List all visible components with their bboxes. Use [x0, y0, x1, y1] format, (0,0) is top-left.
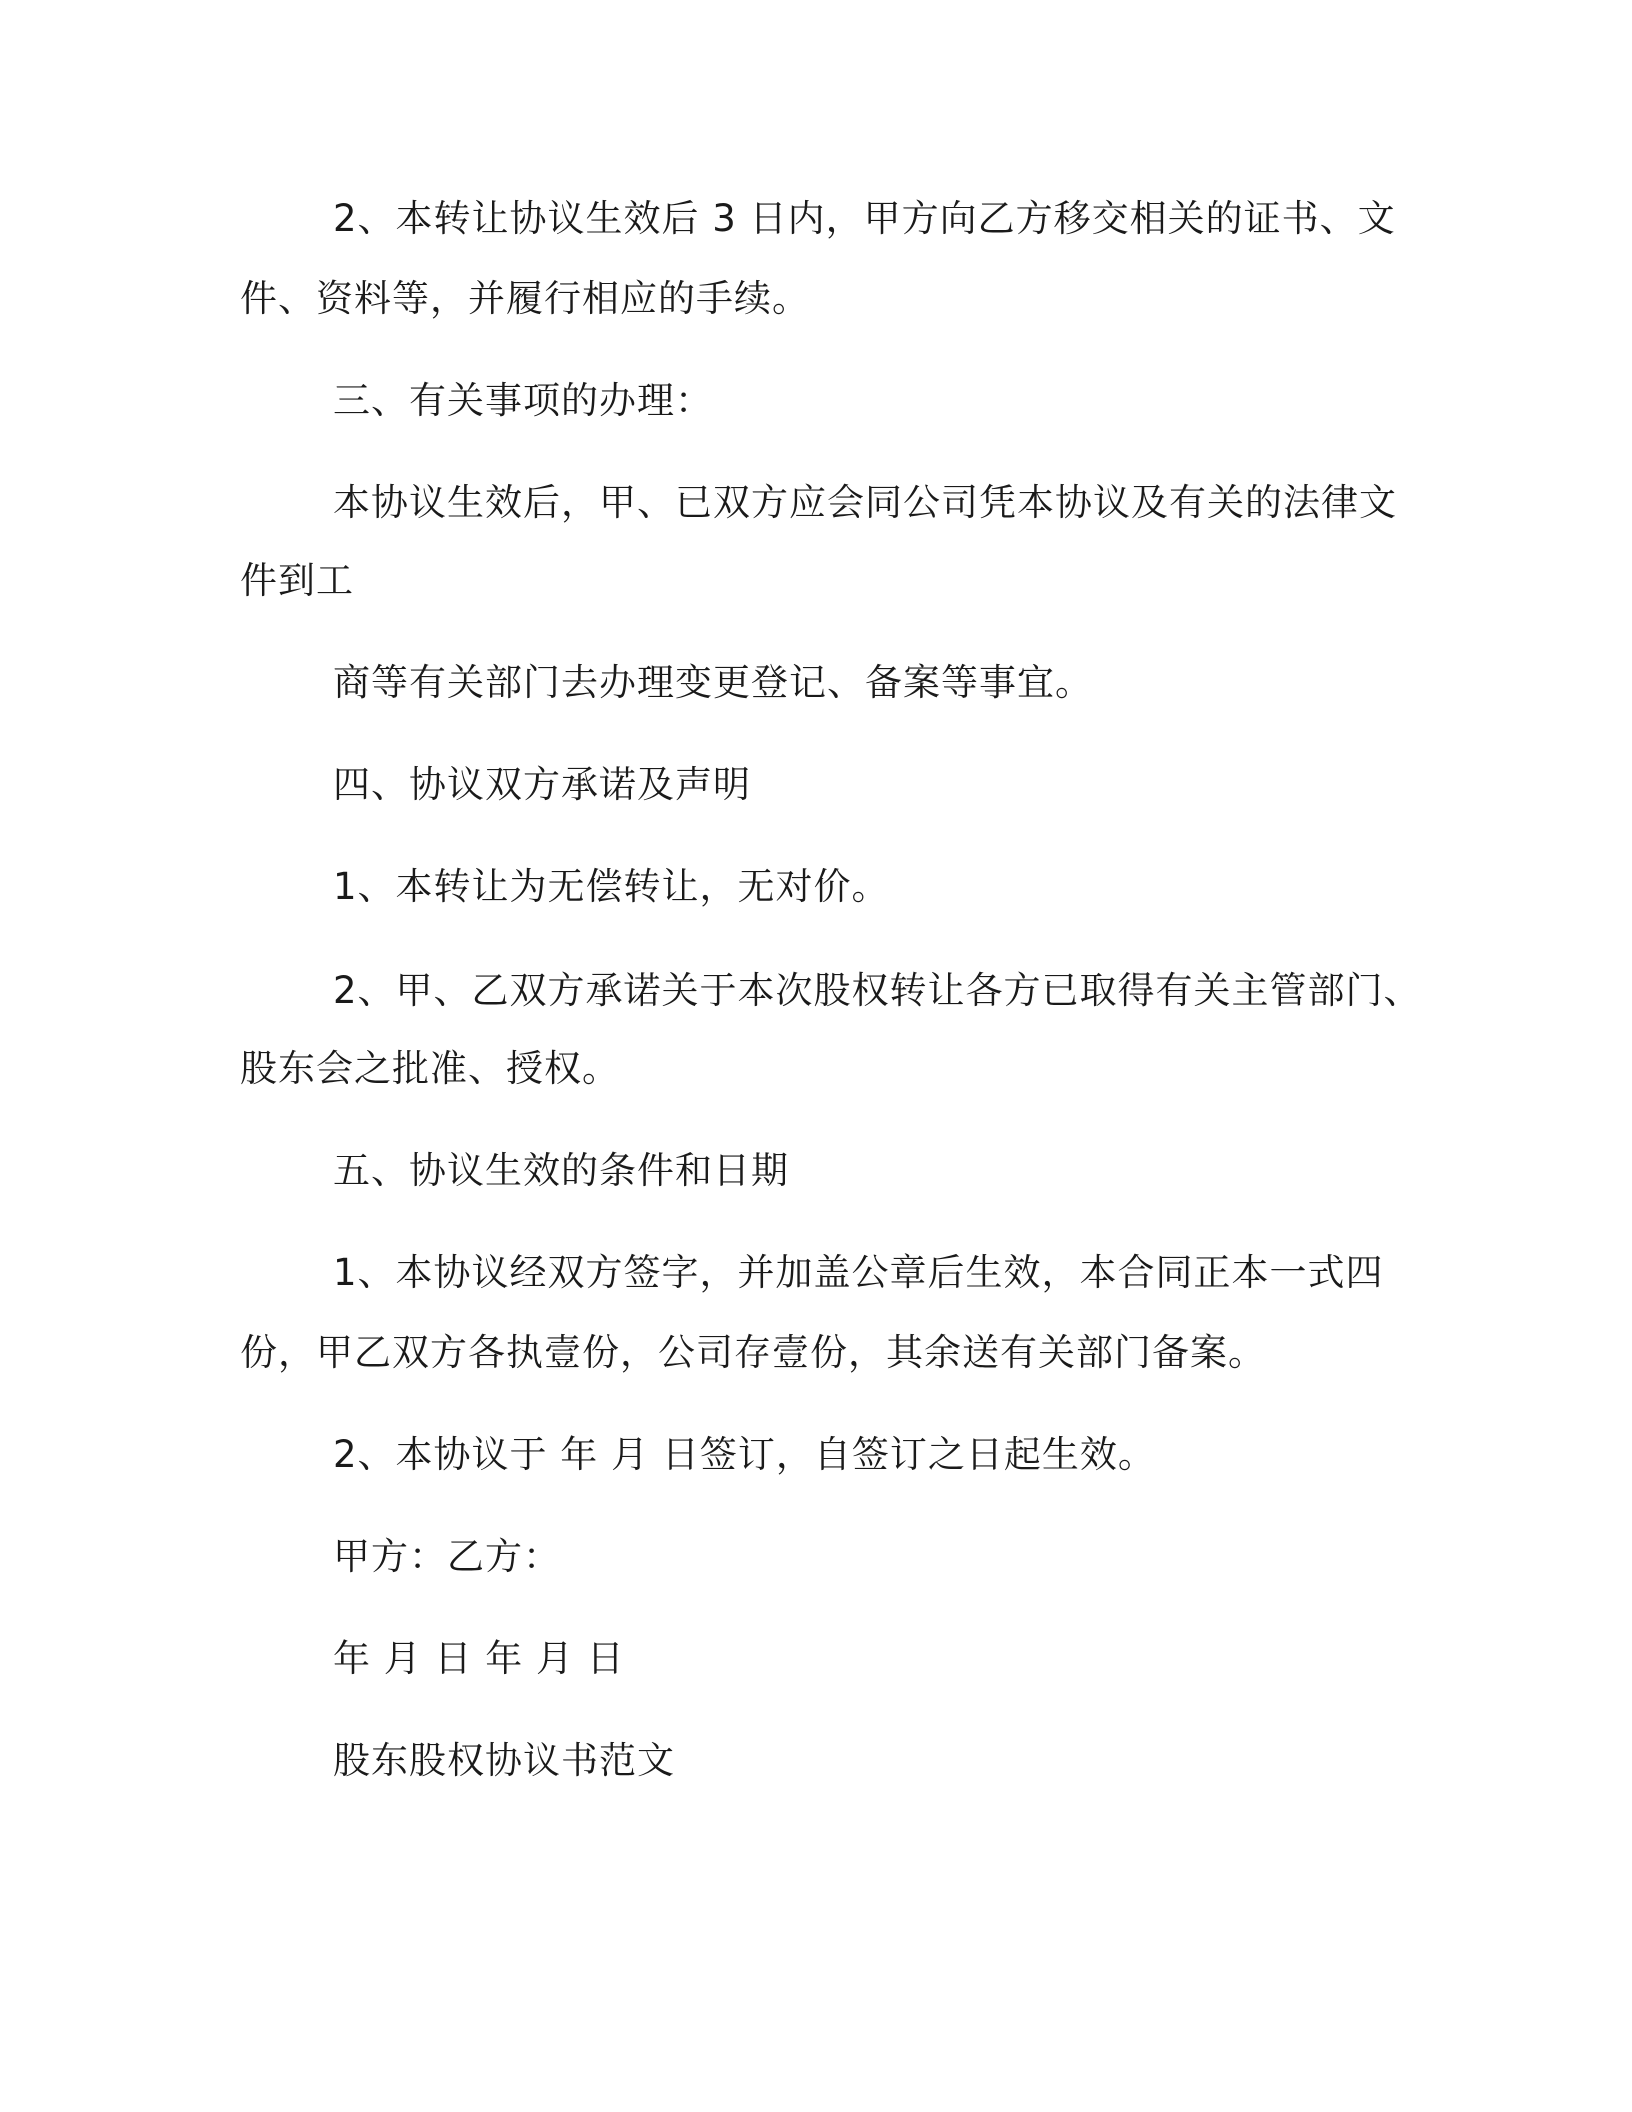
paragraph-signing-date: 2、本协议于 年 月 日签订，自签订之日起生效。: [333, 1433, 1156, 1476]
paragraph-approval-line-1: 2、甲、乙双方承诺关于本次股权转让各方已取得有关主管部门、: [333, 969, 1422, 1012]
paragraph-transfer-handover-line-1: 2、本转让协议生效后 3 日内，甲方向乙方移交相关的证书、文: [333, 197, 1396, 240]
paragraph-free-transfer: 1、本转让为无偿转让，无对价。: [333, 865, 890, 908]
paragraph-registration-line-3: 商等有关部门去办理变更登记、备案等事宜。: [333, 661, 1093, 704]
paragraph-signing-line-1: 1、本协议经双方签字，并加盖公章后生效，本合同正本一式四: [333, 1251, 1384, 1294]
section-heading-matters: 三、有关事项的办理：: [333, 379, 713, 422]
signature-date-fields: 年 月 日 年 月 日: [333, 1637, 625, 1680]
paragraph-registration-line-2: 件到工: [240, 559, 354, 602]
party-signature-labels: 甲方：乙方：: [333, 1535, 561, 1578]
paragraph-signing-line-2: 份，甲乙双方各执壹份，公司存壹份，其余送有关部门备案。: [240, 1331, 1266, 1374]
paragraph-registration-line-1: 本协议生效后，甲、已双方应会同公司凭本协议及有关的法律文: [333, 481, 1397, 524]
paragraph-transfer-handover-line-2: 件、资料等，并履行相应的手续。: [240, 277, 810, 320]
next-document-title: 股东股权协议书范文: [333, 1739, 675, 1782]
section-heading-effectiveness: 五、协议生效的条件和日期: [333, 1149, 789, 1192]
paragraph-approval-line-2: 股东会之批准、授权。: [240, 1047, 620, 1090]
section-heading-commitments: 四、协议双方承诺及声明: [333, 763, 751, 806]
